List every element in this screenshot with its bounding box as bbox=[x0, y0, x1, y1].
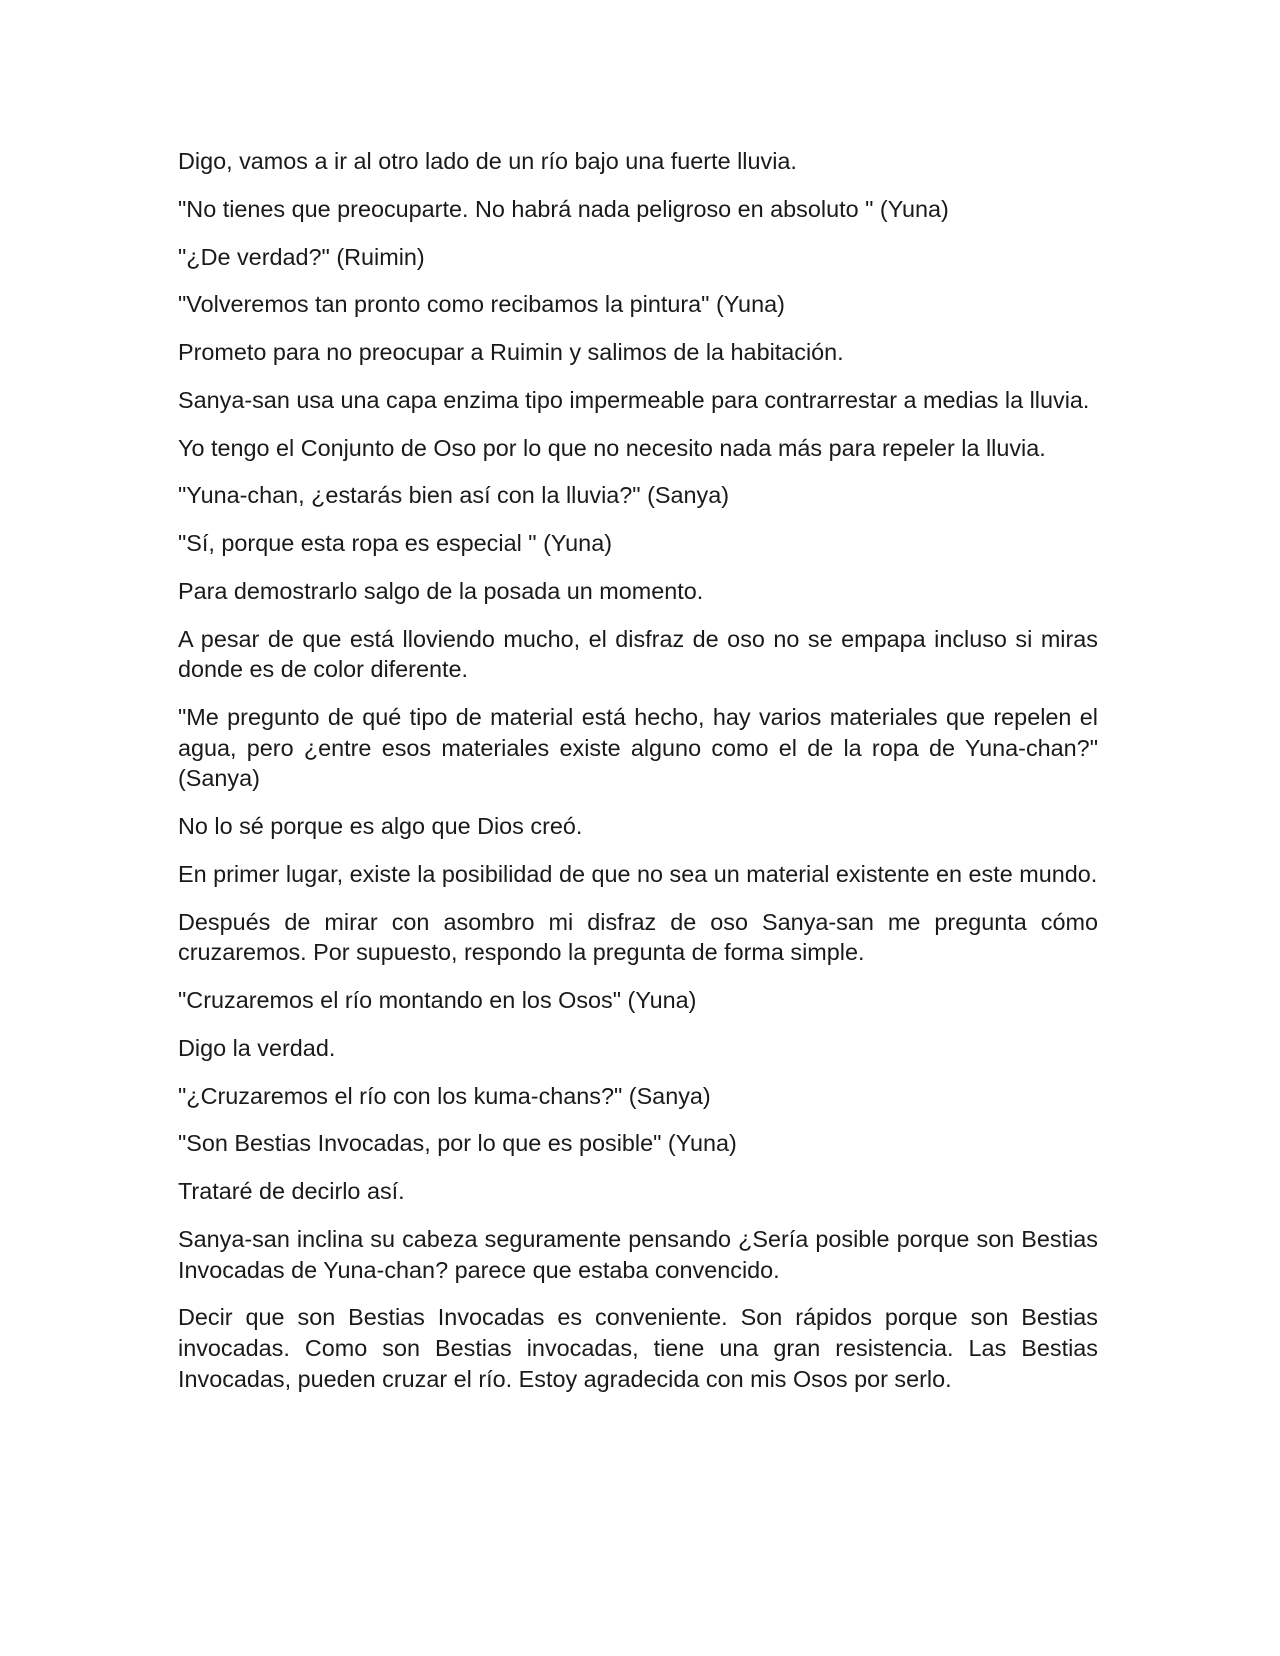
paragraph: Digo la verdad. bbox=[178, 1034, 336, 1061]
paragraph: Después de mirar con asombro mi disfraz de oso Sanya-san me pregunta cómo cruzaremos. Por supuesto, respondo la pregunta de forma simple. bbox=[178, 908, 1098, 966]
paragraph: "Son Bestias Invocadas, por lo que es posible" (Yuna) bbox=[178, 1130, 737, 1157]
paragraph: "Yuna-chan, ¿estarás bien así con la lluvia?" (Sanya) bbox=[178, 482, 729, 509]
paragraph: Sanya-san usa una capa enzima tipo impermeable para contrarrestar a medias la lluvia. bbox=[178, 386, 1090, 413]
paragraph: No lo sé porque es algo que Dios creó. bbox=[178, 813, 583, 840]
paragraph: "Sí, porque esta ropa es especial " (Yuna) bbox=[178, 530, 612, 557]
paragraph: A pesar de que está lloviendo mucho, el disfraz de oso no se empapa incluso si miras donde es de color diferente. bbox=[178, 625, 1098, 683]
paragraph: Decir que son Bestias Invocadas es conveniente. Son rápidos porque son Bestias invocadas. Como son Bestias invocadas, tiene una gran resistencia. Las Bestias Invocadas, pueden cruzar el río. Estoy agradecida con mis Osos por serlo. bbox=[178, 1304, 1098, 1392]
paragraph: Sanya-san inclina su cabeza seguramente pensando ¿Sería posible porque son Bestias Invocadas de Yuna-chan? parece que estaba convencido. bbox=[178, 1226, 1098, 1283]
paragraph: Yo tengo el Conjunto de Oso por lo que no necesito nada más para repeler la lluvia. bbox=[178, 434, 1046, 461]
paragraph: "Volveremos tan pronto como recibamos la pintura" (Yuna) bbox=[178, 291, 785, 318]
paragraph: Digo, vamos a ir al otro lado de un río bajo una fuerte lluvia. bbox=[178, 148, 797, 174]
paragraph: "¿Cruzaremos el río con los kuma-chans?" (Sanya) bbox=[178, 1082, 711, 1109]
paragraph: "Me pregunto de qué tipo de material está hecho, hay varios materiales que repelen el agua, pero ¿entre esos materiales existe alguno como el de la ropa de Yuna-chan?" (Sanya) bbox=[178, 704, 1098, 792]
paragraph: En primer lugar, existe la posibilidad de que no sea un material existente en este mundo. bbox=[178, 860, 1098, 887]
paragraph: "¿De verdad?" (Ruimin) bbox=[178, 243, 425, 270]
paragraph: "No tienes que preocuparte. No habrá nada peligroso en absoluto " (Yuna) bbox=[178, 195, 949, 222]
paragraph: Trataré de decirlo así. bbox=[178, 1178, 405, 1205]
document-body bbox=[178, 146, 1098, 1411]
paragraph: "Cruzaremos el río montando en los Osos" (Yuna) bbox=[178, 987, 697, 1014]
paragraph: Para demostrarlo salgo de la posada un momento. bbox=[178, 578, 704, 605]
paragraph: Prometo para no preocupar a Ruimin y salimos de la habitación. bbox=[178, 339, 844, 366]
